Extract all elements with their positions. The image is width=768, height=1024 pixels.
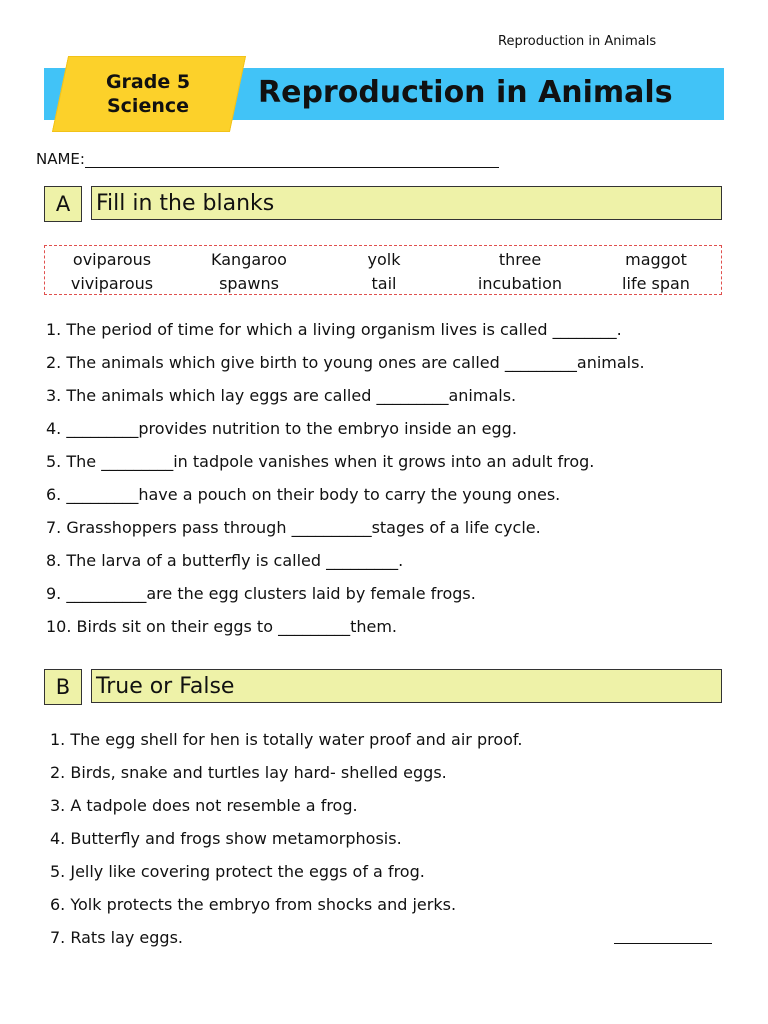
word-bank-word: tail	[371, 274, 397, 293]
word-bank-word: viviparous	[70, 274, 154, 293]
word-bank-word: incubation	[477, 274, 563, 293]
word-bank-word: Kangaroo	[211, 250, 287, 269]
section-b-title: True or False	[91, 669, 722, 703]
name-label: NAME:	[36, 150, 85, 168]
question-item: 10. Birds sit on their eggs to _________them.	[46, 617, 398, 636]
section-b-letter: B	[44, 669, 82, 705]
word-bank-row	[45, 249, 721, 271]
word-bank-word: maggot	[625, 250, 687, 269]
statement-item: 7. Rats lay eggs.	[50, 928, 183, 947]
statement-item: 3. A tadpole does not resemble a frog.	[50, 796, 358, 815]
question-item: 8. The larva of a butterfly is called _________.	[46, 551, 404, 570]
section-a-title: Fill in the blanks	[91, 186, 722, 220]
question-item: 7. Grasshoppers pass through __________stages of a life cycle.	[46, 518, 541, 537]
statement-item: 6. Yolk protects the embryo from shocks and jerks.	[50, 895, 457, 914]
word-bank-word: yolk	[367, 250, 401, 269]
worksheet-title: Reproduction in Animals	[258, 75, 673, 110]
question-item: 1. The period of time for which a living organism lives is called ________.	[46, 320, 622, 339]
word-bank-word: life span	[622, 274, 690, 293]
statement-item: 2. Birds, snake and turtles lay hard- shelled eggs.	[50, 763, 447, 782]
word-bank	[44, 245, 722, 295]
answer-blank-line[interactable]	[614, 943, 712, 944]
statement-item: 1. The egg shell for hen is totally water proof and air proof.	[50, 730, 523, 749]
question-item: 3. The animals which lay eggs are called _________animals.	[46, 386, 517, 405]
true-false-statements	[50, 723, 522, 954]
statement-item: 5. Jelly like covering protect the eggs of a frog.	[50, 862, 425, 881]
question-item: 5. The _________in tadpole vanishes when it grows into an adult frog.	[46, 452, 595, 471]
section-a-letter: A	[44, 186, 82, 222]
question-item: 6. _________have a pouch on their body to carry the young ones.	[46, 485, 561, 504]
question-item: 4. _________provides nutrition to the embryo inside an egg.	[46, 419, 517, 438]
word-bank-word: spawns	[219, 274, 279, 293]
name-field	[36, 150, 499, 168]
word-bank-row	[45, 273, 721, 295]
name-blank-line[interactable]	[85, 151, 499, 168]
word-bank-word: oviparous	[72, 250, 152, 269]
fill-in-questions	[46, 313, 645, 643]
question-item: 9. __________are the egg clusters laid by female frogs.	[46, 584, 476, 603]
grade-line: Grade 5	[105, 71, 191, 93]
statement-item: 4. Butterfly and frogs show metamorphosis.	[50, 829, 402, 848]
page-header-caption: Reproduction in Animals	[498, 34, 657, 49]
word-bank-word: three	[498, 250, 542, 269]
question-item: 2. The animals which give birth to young ones are called _________animals.	[46, 353, 645, 372]
grade-label	[84, 70, 212, 118]
subject-line: Science	[106, 95, 190, 117]
